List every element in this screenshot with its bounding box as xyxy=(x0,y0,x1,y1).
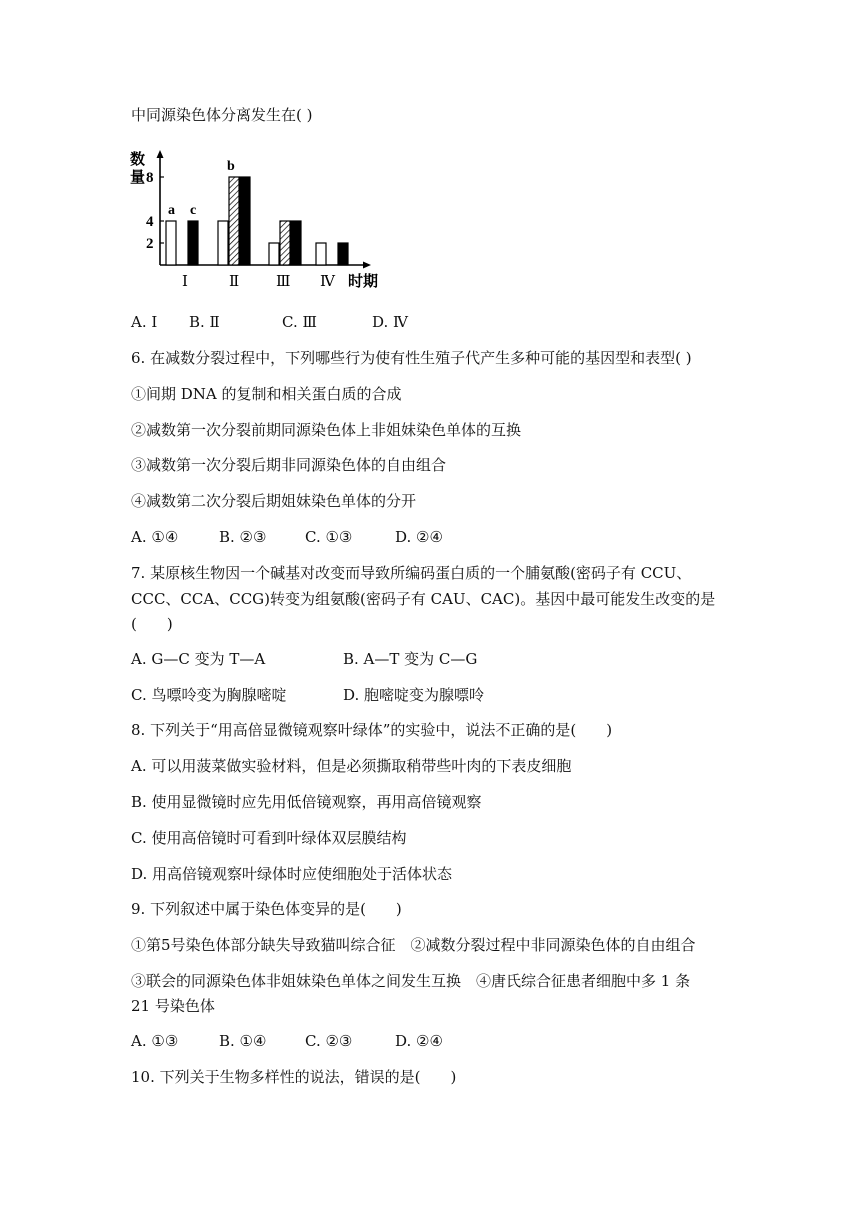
q6-item-1: ①间期 DNA 的复制和相关蛋白质的合成 xyxy=(131,385,402,403)
q9-option-a[interactable]: A. ①③ xyxy=(131,1032,179,1050)
q7-stem-line-2: CCC、CCA、CCG)转变为组氨酸(密码子有 CAU、CAC)。基因中最可能发生改变的是 xyxy=(131,590,716,608)
q5-option-c[interactable]: C. Ⅲ xyxy=(282,313,317,331)
q6-item-2: ②减数第一次分裂前期同源染色体上非姐妹染色单体的互换 xyxy=(131,421,522,439)
bar-a xyxy=(269,243,279,265)
q7-options-row-1 xyxy=(131,649,477,669)
q9-line-2: ③联会的同源染色体非姐妹染色单体之间发生互换 ④唐氏综合征患者细胞中多 1 条 xyxy=(131,972,691,990)
q6-item-3: ③减数第一次分裂后期非同源染色体的自由组合 xyxy=(131,456,447,474)
bar-b xyxy=(229,177,239,265)
series-label-a: a xyxy=(168,203,175,218)
y-tick-label: 2 xyxy=(146,236,154,252)
q5-option-a[interactable]: A. Ⅰ xyxy=(131,313,158,331)
bar-c xyxy=(291,221,301,265)
q6-option-d[interactable]: D. ②④ xyxy=(395,528,443,546)
q8-stem: 8. 下列关于“用高倍显微镜观察叶绿体”的实验中，说法不正确的是( ) xyxy=(131,721,613,739)
q9-option-c[interactable]: C. ②③ xyxy=(305,1032,353,1050)
category-label: Ⅰ xyxy=(182,274,188,290)
y-tick-label: 8 xyxy=(146,170,154,186)
q9-option-d[interactable]: D. ②④ xyxy=(395,1032,443,1050)
category-label: Ⅲ xyxy=(276,274,291,290)
q7-option-a[interactable]: A. G—C 变为 T—A xyxy=(131,650,266,668)
series-label-b: b xyxy=(227,159,235,174)
q7-option-d[interactable]: D. 胞嘧啶变为腺嘌呤 xyxy=(343,686,485,704)
q8-option-d[interactable]: D. 用高倍镜观察叶绿体时应使细胞处于活体状态 xyxy=(131,865,453,883)
q5-option-d[interactable]: D. Ⅳ xyxy=(372,313,409,331)
bar-a xyxy=(316,243,326,265)
x-axis-arrow xyxy=(363,262,371,269)
q6-option-c[interactable]: C. ①③ xyxy=(305,528,353,546)
q10-stem: 10. 下列关于生物多样性的说法，错误的是( ) xyxy=(131,1068,457,1086)
q9-line-3: 21 号染色体 xyxy=(131,997,215,1015)
category-label: Ⅱ xyxy=(229,274,240,290)
x-axis-label: 时期 xyxy=(348,274,379,290)
q9-line-1: ①第5号染色体部分缺失导致猫叫综合征 ②减数分裂过程中非同源染色体的自由组合 xyxy=(131,936,696,954)
q6-options xyxy=(131,527,443,547)
bar-chart xyxy=(126,144,396,294)
q6-item-4: ④减数第二次分裂后期姐妹染色单体的分开 xyxy=(131,492,417,510)
q9-options xyxy=(131,1031,443,1051)
q5-options xyxy=(131,312,408,332)
q5-stem: 中同源染色体分离发生在( ) xyxy=(131,106,313,124)
q7-stem-line-1: 7. 某原核生物因一个碱基对改变而导致所编码蛋白质的一个脯氨酸(密码子有 CCU、 xyxy=(131,564,692,582)
bar-c xyxy=(240,177,250,265)
q7-option-b[interactable]: B. A—T 变为 C—G xyxy=(343,650,478,668)
category-label: Ⅳ xyxy=(320,274,335,290)
y-axis-label-char-1: 数 xyxy=(130,152,146,168)
bar-a xyxy=(166,221,176,265)
bar-b xyxy=(280,221,290,265)
y-axis-arrow xyxy=(157,150,164,158)
q7-options-row-2 xyxy=(131,685,484,705)
q8-option-b[interactable]: B. 使用显微镜时应先用低倍镜观察，再用高倍镜观察 xyxy=(131,793,482,811)
q6-option-b[interactable]: B. ②③ xyxy=(219,528,267,546)
bar-a xyxy=(218,221,228,265)
q5-option-b[interactable]: B. Ⅱ xyxy=(189,313,220,331)
q9-option-b[interactable]: B. ①④ xyxy=(219,1032,267,1050)
q8-option-c[interactable]: C. 使用高倍镜时可看到叶绿体双层膜结构 xyxy=(131,829,407,847)
bar-c xyxy=(338,243,348,265)
q7-stem-line-3: ( ) xyxy=(131,615,173,633)
y-tick-label: 4 xyxy=(146,214,154,230)
q7-option-c[interactable]: C. 鸟嘌呤变为胸腺嘧啶 xyxy=(131,686,287,704)
q6-option-a[interactable]: A. ①④ xyxy=(131,528,179,546)
y-axis-label-char-2: 量 xyxy=(130,170,146,186)
series-label-c: c xyxy=(190,203,197,218)
q8-option-a[interactable]: A. 可以用菠菜做实验材料，但是必须撕取稍带些叶肉的下表皮细胞 xyxy=(131,757,572,775)
q6-stem: 6. 在减数分裂过程中，下列哪些行为使有性生殖子代产生多种可能的基因型和表型( ) xyxy=(131,349,692,367)
q9-stem: 9. 下列叙述中属于染色体变异的是( ) xyxy=(131,900,402,918)
bar-c xyxy=(188,221,198,265)
